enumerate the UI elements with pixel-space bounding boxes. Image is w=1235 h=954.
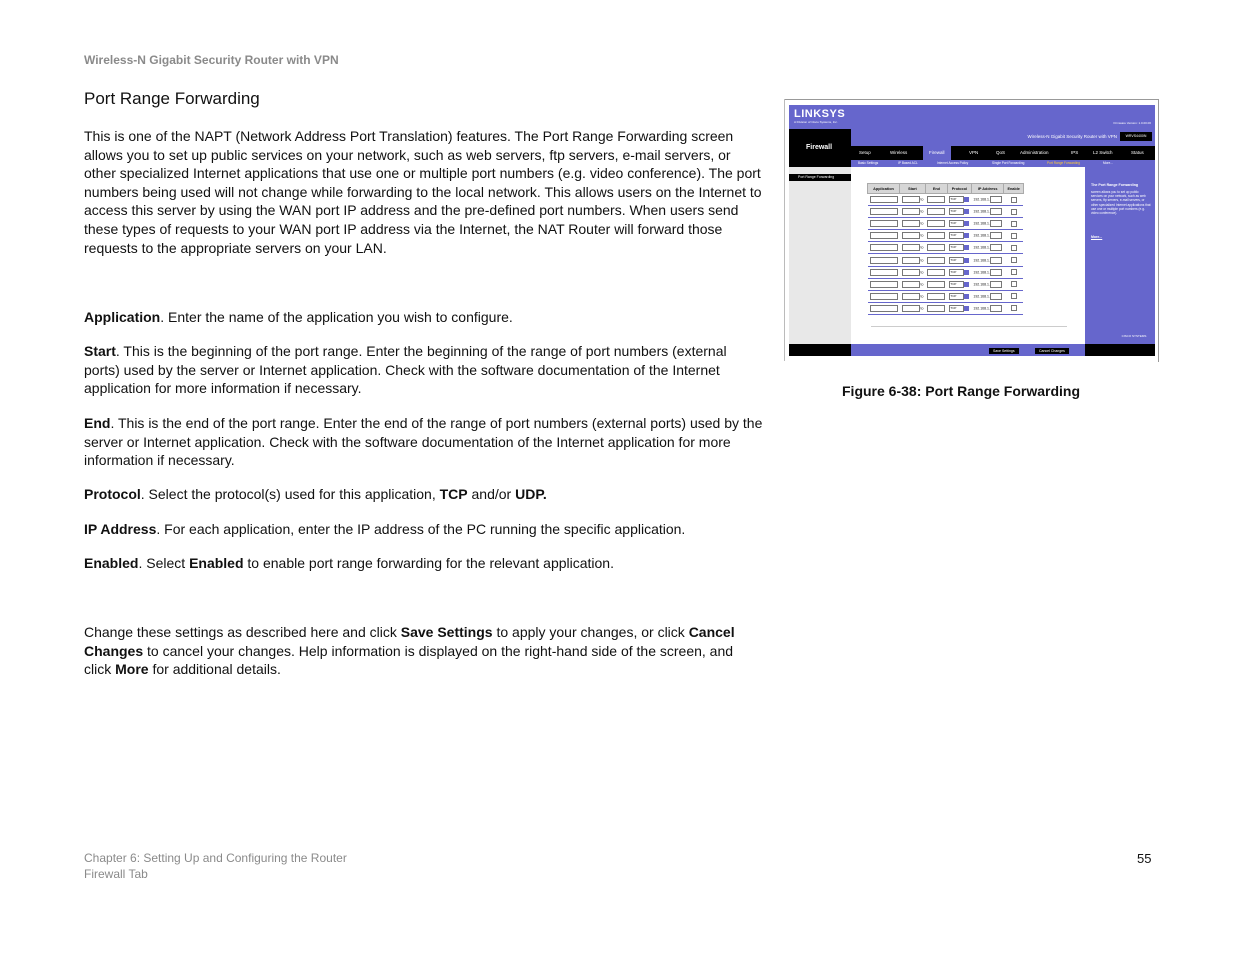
cell-protocol	[947, 242, 971, 254]
page-number: 55	[1137, 851, 1152, 866]
start-port-input[interactable]	[902, 281, 920, 288]
intro-paragraph: This is one of the NAPT (Network Address Port Translation) features. The Port Range Forwarding screen allows you to set up public services on your network, such as web servers, ftp servers, e-mail servers, or other specialized Internet applications that use one or multiple port numbers (e.g. video conference). The port numbers being used will not change while forwarding to the local network. This allows users on the Internet to access this server by using the WAN port IP address and the pre-defined port numbers. When users send these types of requests to your WAN port IP address via the Internet, the NAT Router will forward those requests to the appropriate servers on your LAN.	[84, 128, 762, 256]
figure-left-column	[789, 167, 851, 344]
protocol-select[interactable]: TCP	[949, 305, 964, 312]
linksys-logo: LINKSYS	[794, 108, 846, 120]
tab-qos[interactable]: QoS	[996, 150, 1006, 155]
subtab-more[interactable]: More...	[1103, 161, 1113, 165]
term-ip-address: IP Address	[84, 521, 157, 537]
end-port-input[interactable]	[927, 196, 945, 203]
cell-start	[900, 230, 926, 242]
enable-checkbox[interactable]	[1011, 257, 1017, 263]
divider-line	[871, 326, 1067, 327]
cell-enable	[1004, 218, 1023, 230]
ip-last-octet-input[interactable]	[990, 196, 1002, 203]
chevron-down-icon[interactable]	[964, 282, 969, 287]
subtab-single-port-forwarding[interactable]: Single Port Forwarding	[992, 161, 1025, 165]
cell-end	[925, 218, 947, 230]
firmware-version: Firmware Version: 1.0.00.00	[1113, 121, 1151, 125]
term-end: End	[84, 415, 111, 431]
cell-end	[925, 254, 947, 266]
ip-prefix: 192.168.1.	[973, 221, 990, 226]
cell-ip	[971, 266, 1004, 278]
ip-last-octet-input[interactable]	[990, 293, 1002, 300]
cell-start	[900, 290, 926, 302]
application-input[interactable]	[870, 257, 898, 264]
save-settings-button[interactable]: Save Settings	[989, 348, 1019, 354]
end-port-input[interactable]	[927, 281, 945, 288]
ip-last-octet-input[interactable]	[990, 220, 1002, 227]
closing-paragraph: Change these settings as described here and click Save Settings to apply your changes, or click Cancel Changes to cancel your changes. Help information is displayed on the right-hand side of the screen, and click More for additional details.	[84, 624, 735, 678]
protocol-select[interactable]: TCP	[949, 257, 964, 264]
enable-checkbox[interactable]	[1011, 269, 1017, 275]
router-screenshot-figure	[789, 105, 1155, 356]
cell-enable	[1004, 194, 1023, 206]
start-port-input[interactable]	[902, 293, 920, 300]
col-end: End	[925, 184, 947, 194]
chevron-down-icon[interactable]	[964, 245, 969, 250]
cell-start	[900, 206, 926, 218]
col-start: Start	[900, 184, 926, 194]
chevron-down-icon[interactable]	[964, 270, 969, 275]
cell-end	[925, 290, 947, 302]
cell-end	[925, 194, 947, 206]
tab-wireless[interactable]: Wireless	[890, 150, 908, 155]
subtab-basic-settings[interactable]: Basic Settings	[858, 161, 879, 165]
field-enabled: Enabled. Select Enabled to enable port range forwarding for the relevant application.	[84, 555, 614, 571]
application-input[interactable]	[870, 208, 898, 215]
to-label: to	[920, 245, 924, 250]
chevron-down-icon[interactable]	[964, 233, 969, 238]
protocol-select[interactable]: TCP	[949, 269, 964, 276]
ip-last-octet-input[interactable]	[990, 208, 1002, 215]
cell-protocol	[947, 194, 971, 206]
page-label: Port Range Forwarding	[789, 174, 851, 181]
footer-chapter: Chapter 6: Setting Up and Configuring the Router	[84, 851, 347, 865]
end-port-input[interactable]	[927, 232, 945, 239]
enable-checkbox[interactable]	[1011, 233, 1017, 239]
col-application: Application	[868, 184, 900, 194]
chevron-down-icon[interactable]	[964, 197, 969, 202]
cell-start	[900, 302, 926, 314]
tab-firewall[interactable]: Firewall	[923, 146, 951, 160]
application-input[interactable]	[870, 244, 898, 251]
cell-enable	[1004, 278, 1023, 290]
footer-section: Firewall Tab	[84, 867, 148, 881]
cell-ip	[971, 254, 1004, 266]
protocol-select[interactable]: TCP	[949, 232, 964, 239]
cisco-logo: CISCO SYSTEMS	[1121, 334, 1147, 338]
cell-ip	[971, 218, 1004, 230]
application-input[interactable]	[870, 293, 898, 300]
logo-subtitle: A Division of Cisco Systems, Inc.	[794, 120, 838, 124]
field-protocol: Protocol. Select the protocol(s) used for this application, TCP and/or UDP.	[84, 486, 547, 502]
start-port-input[interactable]	[902, 232, 920, 239]
help-more-link[interactable]: More...	[1091, 235, 1103, 239]
cell-protocol	[947, 206, 971, 218]
table-row	[868, 254, 1024, 266]
cell-ip	[971, 302, 1004, 314]
cell-ip	[971, 290, 1004, 302]
end-port-input[interactable]	[927, 244, 945, 251]
subtab-ip-based-acl[interactable]: IP Based ACL	[898, 161, 918, 165]
table-row	[868, 278, 1024, 290]
col-protocol: Protocol	[947, 184, 971, 194]
cell-ip	[971, 230, 1004, 242]
tab-setup[interactable]: Setup	[859, 150, 871, 155]
cell-enable	[1004, 242, 1023, 254]
cell-start	[900, 278, 926, 290]
term-start: Start	[84, 343, 116, 359]
to-label: to	[920, 233, 924, 238]
figure-left-rule	[784, 99, 785, 361]
cell-ip	[971, 206, 1004, 218]
cell-enable	[1004, 266, 1023, 278]
enable-checkbox[interactable]	[1011, 209, 1017, 215]
table-row	[868, 302, 1024, 314]
table-row	[868, 290, 1024, 302]
cell-protocol	[947, 290, 971, 302]
ip-prefix: 192.168.1.	[973, 245, 990, 250]
ip-last-octet-input[interactable]	[990, 257, 1002, 264]
application-input[interactable]	[870, 220, 898, 227]
cell-start	[900, 242, 926, 254]
enable-checkbox[interactable]	[1011, 281, 1017, 287]
start-port-input[interactable]	[902, 269, 920, 276]
to-label: to	[920, 221, 924, 226]
cell-protocol	[947, 302, 971, 314]
end-port-input[interactable]	[927, 220, 945, 227]
table-row	[868, 266, 1024, 278]
chevron-down-icon[interactable]	[964, 294, 969, 299]
protocol-select[interactable]: TCP	[949, 208, 964, 215]
cell-end	[925, 266, 947, 278]
cell-application	[868, 206, 900, 218]
ip-last-octet-input[interactable]	[990, 244, 1002, 251]
enable-checkbox[interactable]	[1011, 221, 1017, 227]
protocol-select[interactable]: TCP	[949, 196, 964, 203]
product-name: Wireless-N Gigabit Security Router with VPN	[1027, 134, 1117, 139]
cell-enable	[1004, 290, 1023, 302]
col-ip-address: IP Address	[971, 184, 1004, 194]
tab-vpn[interactable]: VPN	[969, 150, 979, 155]
chevron-down-icon[interactable]	[964, 221, 969, 226]
figure-caption: Figure 6-38: Port Range Forwarding	[842, 383, 1081, 399]
ip-prefix: 192.168.1.	[973, 270, 990, 275]
term-application: Application	[84, 309, 161, 325]
start-port-input[interactable]	[902, 257, 920, 264]
field-start: Start. This is the beginning of the port range. Enter the beginning of the range of port numbers (external ports) used by the server or Internet application. Check with the software documentation of the Internet application for more information if necessary.	[84, 343, 727, 397]
tab-status[interactable]: Status	[1131, 150, 1144, 155]
end-port-input[interactable]	[927, 208, 945, 215]
section-title: Port Range Forwarding	[84, 89, 260, 108]
cell-application	[868, 278, 900, 290]
cell-end	[925, 302, 947, 314]
bottom-left-box	[789, 344, 851, 356]
field-application: Application. Enter the name of the application you wish to configure.	[84, 309, 513, 325]
help-text: screen allows you to set up public services on your network, such as web servers, ftp servers, e-mail servers, or other specialized Internet applications that use one or multiple port numbers (e.g. video conference).	[1091, 190, 1151, 216]
table-row	[868, 230, 1024, 242]
cell-start	[900, 218, 926, 230]
table-row	[868, 194, 1024, 206]
cell-protocol	[947, 266, 971, 278]
cell-application	[868, 302, 900, 314]
to-label: to	[920, 257, 924, 262]
enable-checkbox[interactable]	[1011, 197, 1017, 203]
term-enabled: Enabled	[84, 555, 139, 571]
table-row	[868, 242, 1024, 254]
cell-protocol	[947, 254, 971, 266]
enable-checkbox[interactable]	[1011, 245, 1017, 251]
application-input[interactable]	[870, 305, 898, 312]
cell-start	[900, 254, 926, 266]
start-port-input[interactable]	[902, 244, 920, 251]
tab-l2-switch[interactable]: L2 Switch	[1093, 150, 1113, 155]
cell-ip	[971, 194, 1004, 206]
cell-application	[868, 242, 900, 254]
to-label: to	[920, 294, 924, 299]
subtab-port-range-forwarding[interactable]: Port Range Forwarding	[1047, 161, 1080, 165]
cell-end	[925, 278, 947, 290]
table-row	[868, 206, 1024, 218]
help-title: The Port Range Forwarding	[1091, 183, 1139, 187]
cell-end	[925, 206, 947, 218]
cell-protocol	[947, 230, 971, 242]
field-ip-address: IP Address. For each application, enter the IP address of the PC running the specific application.	[84, 521, 686, 537]
ip-prefix: 192.168.1.	[973, 233, 990, 238]
protocol-select[interactable]: TCP	[949, 281, 964, 288]
cell-application	[868, 194, 900, 206]
to-label: to	[920, 209, 924, 214]
cell-protocol	[947, 218, 971, 230]
ip-last-octet-input[interactable]	[990, 232, 1002, 239]
ip-last-octet-input[interactable]	[990, 269, 1002, 276]
to-label: to	[920, 270, 924, 275]
ip-last-octet-input[interactable]	[990, 305, 1002, 312]
enable-checkbox[interactable]	[1011, 305, 1017, 311]
application-input[interactable]	[870, 232, 898, 239]
ip-prefix: 192.168.1.	[973, 306, 990, 311]
cell-application	[868, 266, 900, 278]
start-port-input[interactable]	[902, 196, 920, 203]
cell-end	[925, 242, 947, 254]
to-label: to	[920, 197, 924, 202]
cell-start	[900, 266, 926, 278]
cell-enable	[1004, 206, 1023, 218]
cell-application	[868, 230, 900, 242]
subtab-internet-access-policy[interactable]: Internet Access Policy	[937, 161, 969, 165]
cell-enable	[1004, 302, 1023, 314]
start-port-input[interactable]	[902, 220, 920, 227]
ip-prefix: 192.168.1.	[973, 294, 990, 299]
bottom-right-box	[1085, 344, 1155, 356]
end-port-input[interactable]	[927, 257, 945, 264]
field-end: End. This is the end of the port range. Enter the end of the range of port numbers (external ports) used by the server or Internet application. Check with the software documentation of the Internet application for more information if necessary.	[84, 415, 763, 469]
term-protocol: Protocol	[84, 486, 141, 502]
cell-application	[868, 218, 900, 230]
cell-enable	[1004, 230, 1023, 242]
ip-prefix: 192.168.1.	[973, 209, 990, 214]
chevron-down-icon[interactable]	[964, 258, 969, 263]
protocol-select[interactable]: TCP	[949, 244, 964, 251]
cell-application	[868, 290, 900, 302]
cancel-changes-button[interactable]: Cancel Changes	[1035, 348, 1069, 354]
end-port-input[interactable]	[927, 305, 945, 312]
chevron-down-icon[interactable]	[964, 306, 969, 311]
end-port-input[interactable]	[927, 269, 945, 276]
end-port-input[interactable]	[927, 293, 945, 300]
tab-ips[interactable]: IPS	[1071, 150, 1079, 155]
to-label: to	[920, 306, 924, 311]
enable-checkbox[interactable]	[1011, 293, 1017, 299]
cell-ip	[971, 242, 1004, 254]
footer	[84, 850, 347, 882]
cell-enable	[1004, 254, 1023, 266]
ip-prefix: 192.168.1.	[973, 197, 990, 202]
chevron-down-icon[interactable]	[964, 209, 969, 214]
protocol-select[interactable]: TCP	[949, 220, 964, 227]
tab-administration[interactable]: Administration	[1020, 150, 1049, 155]
running-header: Wireless-N Gigabit Security Router with VPN	[84, 53, 339, 67]
ip-prefix: 192.168.1.	[973, 257, 990, 262]
application-input[interactable]	[870, 196, 898, 203]
model-badge: WRVS4400N	[1120, 132, 1152, 141]
protocol-select[interactable]: TCP	[949, 293, 964, 300]
table-row	[868, 218, 1024, 230]
cell-protocol	[947, 278, 971, 290]
to-label: to	[920, 282, 924, 287]
application-input[interactable]	[870, 281, 898, 288]
cell-end	[925, 230, 947, 242]
cell-ip	[971, 278, 1004, 290]
application-input[interactable]	[870, 269, 898, 276]
cell-application	[868, 254, 900, 266]
section-name: Firewall	[806, 144, 833, 151]
col-enable: Enable	[1004, 184, 1023, 194]
port-range-table	[867, 183, 1024, 315]
ip-prefix: 192.168.1.	[973, 282, 990, 287]
ip-last-octet-input[interactable]	[990, 281, 1002, 288]
start-port-input[interactable]	[902, 208, 920, 215]
cell-start	[900, 194, 926, 206]
start-port-input[interactable]	[902, 305, 920, 312]
